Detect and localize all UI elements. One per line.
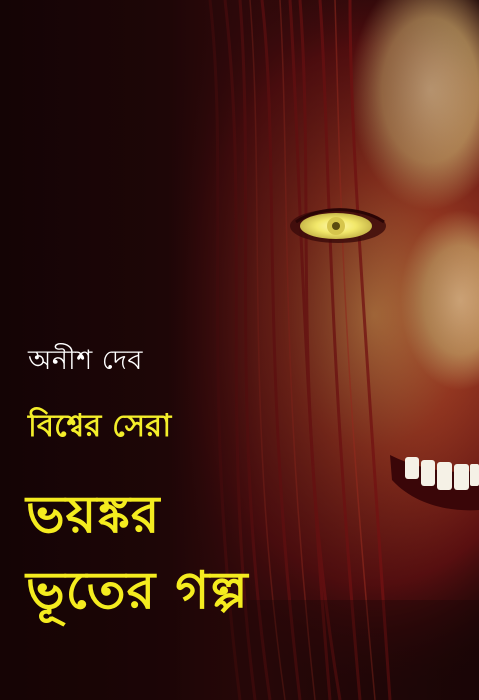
book-title-line-2: ভূতের গল্প: [26, 561, 249, 621]
book-subtitle: বিশ্বের সেরা: [28, 408, 172, 444]
author-name: অনীশ দেব: [28, 345, 143, 376]
eye: [290, 209, 386, 243]
book-title-line-1: ভয়ঙ্কর: [26, 485, 161, 545]
